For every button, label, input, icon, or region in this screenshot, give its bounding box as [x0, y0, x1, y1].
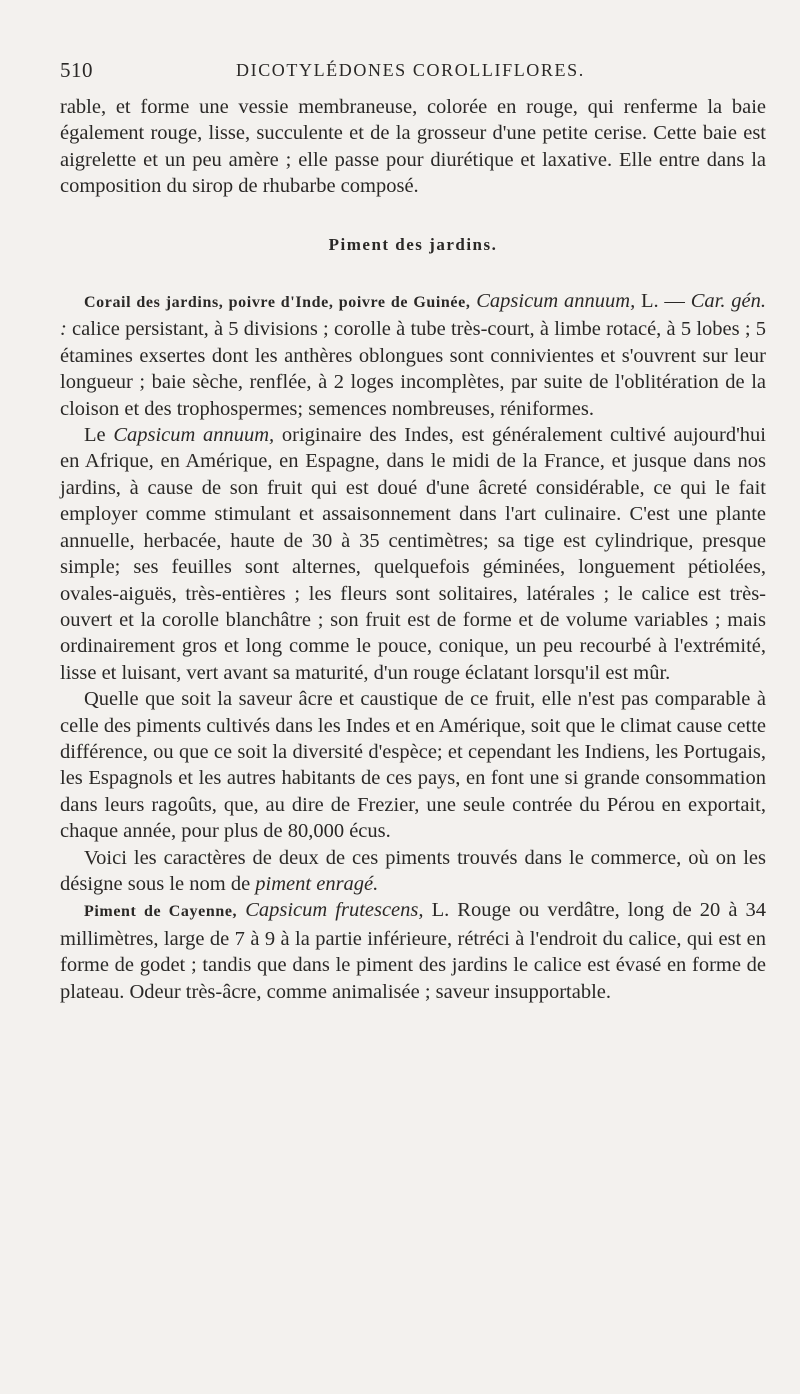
paragraph-3-text: originaire des Indes, est généralement cultivé aujourd'hui en Afrique, en Amérique, en Espagne, dans le midi de la France, et jusque dans nos jardins, à cause de son fruit qui est doué d'une âcreté considérable, ce qui le fait employer comme stimulant et assaisonnement dans l'art culinaire. C'est une plante annuelle, herbacée, haute de 30 à 35 centimètres; sa tige est cylindrique, presque simple; ses feuilles sont alternes, quelquefois géminées, longuement pétiolées, ovales-aiguës, très-entières ; les fleurs sont solitaires, latérales ; le calice est très-ouvert et la corolle blanchâtre ; son fruit est de forme et de volume variables ; mais ordinairement gros et long comme le pouce, conique, un peu recourbé à l'extrémité, lisse et luisant, vert avant sa maturité, d'un rouge éclatant lorsqu'il est mûr.: [60, 424, 766, 684]
paragraph-2-text: calice persistant, à 5 divisions ; corolle à tube très-court, à limbe rotacé, à 5 lobes ; 5 étamines exsertes dont les anthères oblongues sont connivientes et s'ouvrent sur leur longueur ; baie sèche, renflée, à 2 loges incomplètes, par suite de l'oblitération de la cloison et des trophospermes; semences nombreuses, réniformes.: [60, 318, 766, 420]
genus-characters-label: Car. gén. :: [60, 290, 767, 341]
section-heading: Piment des jardins.: [328, 234, 498, 254]
cayenne-heading: Piment de Cayenne,: [84, 903, 238, 921]
author-abbrev: L. —: [635, 290, 691, 313]
paragraph-5-text: Voici les caractères de deux de ces piments trouvés dans le commerce, où on les désigne sous le nom de: [60, 846, 766, 895]
latin-name-2: Capsicum annuum,: [113, 424, 275, 447]
running-title: DICOTYLÉDONES COROLLIFLORES.: [236, 60, 585, 80]
paragraph-5: [60, 845, 766, 898]
paragraph-3: [60, 422, 766, 686]
paragraph-1-text: rable, et forme une vessie membraneuse, colorée en rouge, qui renferme la baie également rouge, lisse, succulente et de la grosseur d'une petite cerise. Cette baie est aigrelette et un peu amère ; elle passe pour diurétique et laxative. Elle entre dans la composition du sirop de rhubarbe composé.: [60, 96, 766, 198]
paragraph-1: [60, 94, 766, 200]
page-number: 510: [60, 58, 93, 82]
latin-name-3: Capsicum frutescens,: [237, 899, 424, 922]
latin-name: Capsicum annuum,: [476, 290, 636, 313]
common-names: Corail des jardins, poivre d'Inde, poivre de Guinée,: [84, 294, 471, 312]
paragraph-4: [60, 686, 766, 844]
piment-enrage-term: piment enragé.: [255, 872, 379, 895]
paragraph-2: [60, 288, 766, 422]
paragraph-4-text: Quelle que soit la saveur âcre et caustique de ce fruit, elle n'est pas comparable à celle des piments cultivés dans les Indes et en Amérique, soit que le climat cause cette différence, ou que ce soit la diversité d'espèce; et cependant les Indiens, les Portugais, les Espagnols et les autres habitants de ces pays, en font une si grande consommation dans leurs ragoûts, que, au dire de Frezier, une seule contrée du Pérou en exportait, chaque année, pour plus de 80,000 écus.: [60, 688, 766, 843]
paragraph-6-text: L. Rouge ou verdâtre, long de 20 à 34 millimètres, large de 7 à 9 à la partie inférieure, rétréci à l'endroit du calice, qui est en forme de godet ; tandis que dans le piment des jardins le calice est évasé en forme de plateau. Odeur très-âcre, comme animalisée ; saveur insupportable.: [60, 899, 766, 1003]
body-text: [60, 94, 766, 1005]
page-header: [60, 58, 760, 86]
paragraph-6: [60, 897, 766, 1005]
paragraph-3-le: Le: [84, 424, 114, 447]
